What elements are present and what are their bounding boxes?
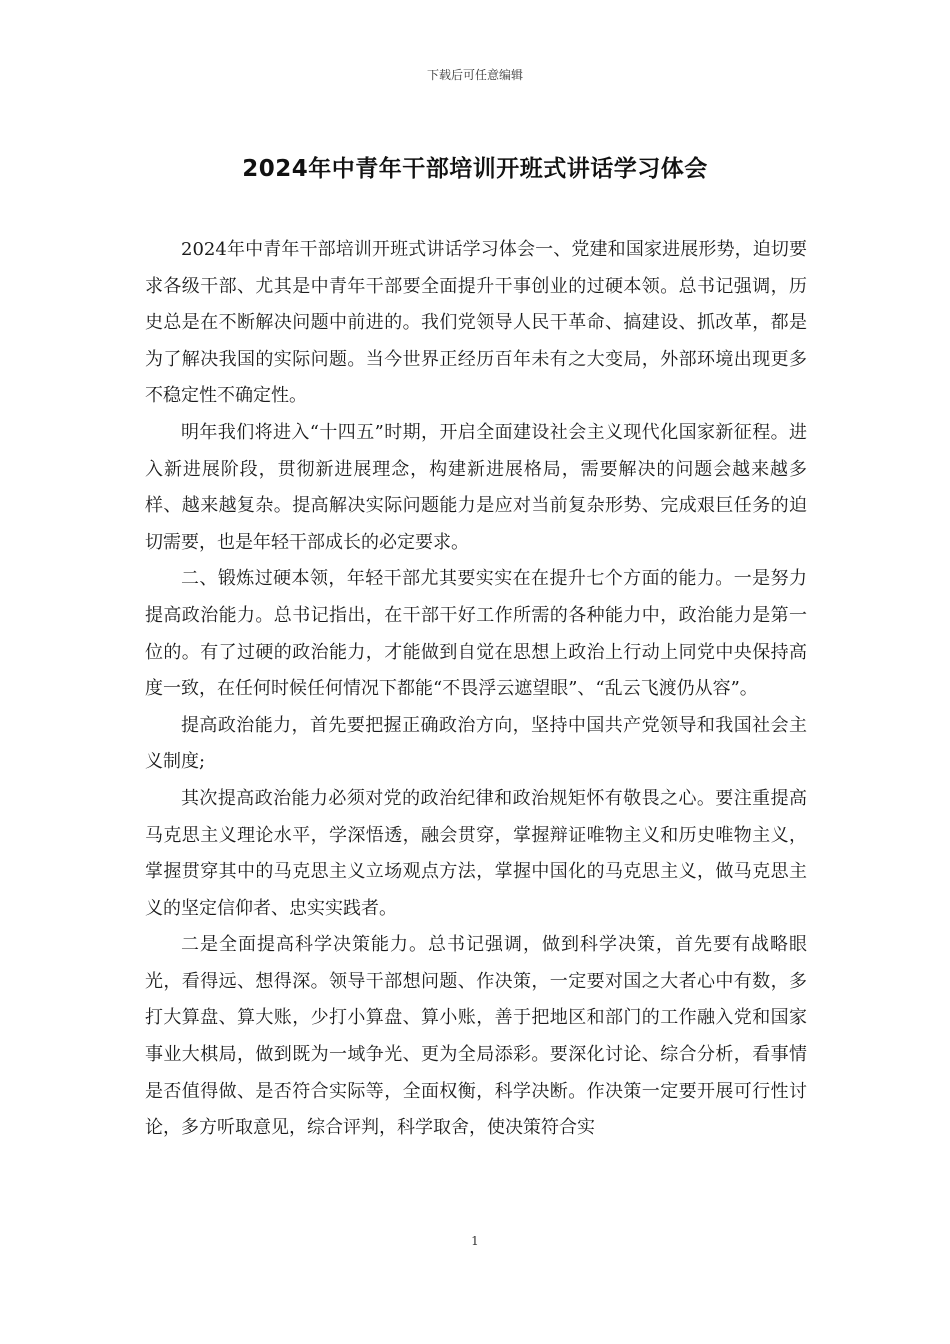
- document-title: 2024年中青年干部培训开班式讲话学习体会: [242, 156, 708, 182]
- paragraph: 明年我们将进入“十四五”时期，开启全面建设社会主义现代化国家新征程。进入新进展阶段，贯彻新进展理念，构建新进展格局，需要解决的问题会越来越多样、越来越复杂。提高解决实际问题能力是应对当前复杂形势、完成艰巨任务的迫切需要，也是年轻干部成长的必定要求。: [145, 421, 807, 553]
- paragraph: 提高政治能力，首先要把握正确政治方向，坚持中国共产党领导和我国社会主义制度;: [145, 714, 807, 773]
- paragraph: 二是全面提高科学决策能力。总书记强调，做到科学决策，首先要有战略眼光，看得远、想得深。领导干部想问题、作决策，一定要对国之大者心中有数，多打大算盘、算大账，少打小算盘、算小账，善于把地区和部门的工作融入党和国家事业大棋局，做到既为一域争光、更为全局添彩。要深化讨论、综合分析，看事情是否值得做、是否符合实际等，全面权衡，科学决断。作决策一定要开展可行性讨论，多方听取意见，综合评判，科学取舍，使决策符合实: [145, 934, 807, 1139]
- document-body: [145, 232, 807, 1147]
- page-number: 1: [471, 1234, 479, 1248]
- paragraph: 其次提高政治能力必须对党的政治纪律和政治规矩怀有敬畏之心。要注重提高马克思主义理论水平，学深悟透，融会贯穿，掌握辩证唯物主义和历史唯物主义，掌握贯穿其中的马克思主义立场观点方法，掌握中国化的马克思主义，做马克思主义的坚定信仰者、忠实实践者。: [145, 787, 807, 919]
- header-note: 下载后可任意编辑: [426, 68, 523, 82]
- paragraph: 2024年中青年干部培训开班式讲话学习体会一、党建和国家进展形势，迫切要求各级干部、尤其是中青年干部要全面提升干事创业的过硬本领。总书记强调，历史总是在不断解决问题中前进的。我们党领导人民干革命、搞建设、抓改革，都是为了解决我国的实际问题。当今世界正经历百年未有之大变局，外部环境出现更多不稳定性不确定性。: [145, 239, 807, 407]
- paragraph: 二、锻炼过硬本领，年轻干部尤其要实实在在提升七个方面的能力。一是努力提高政治能力。总书记指出，在干部干好工作所需的各种能力中，政治能力是第一位的。有了过硬的政治能力，才能做到自觉在思想上政治上行动上同党中央保持高度一致，在任何时候任何情况下都能“不畏浮云遮望眼”、“乱云飞渡仍从容”。: [145, 568, 807, 700]
